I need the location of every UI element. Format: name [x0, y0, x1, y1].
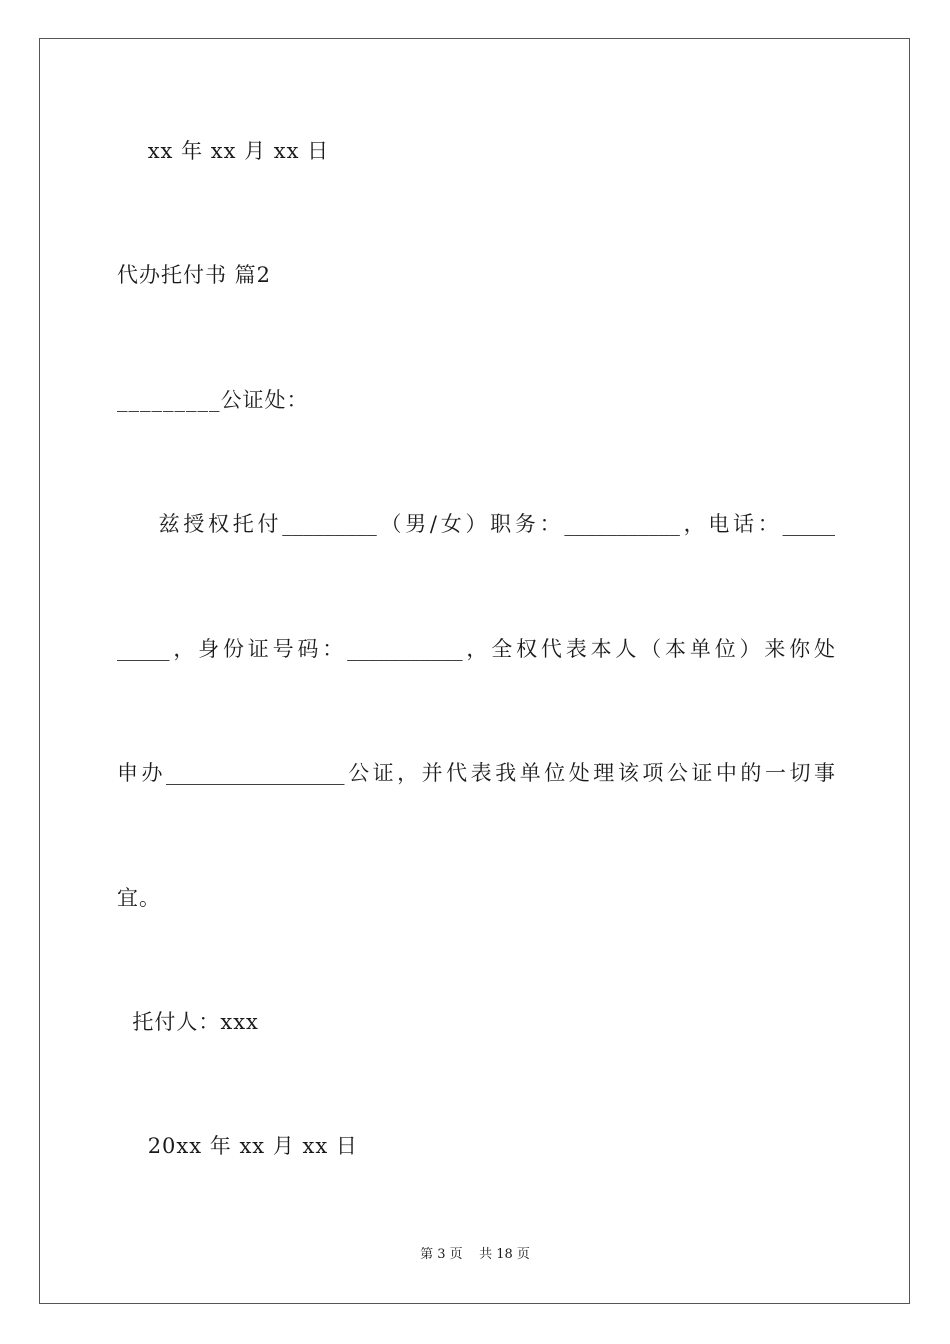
- body-paragraph-line-3: 申办_________________公证，并代表我单位处理该项公证中的一切事: [117, 761, 835, 785]
- section-title: 代办托付书 篇2: [117, 263, 272, 287]
- body-paragraph-line-2: _____，身份证号码：___________，全权代表本人（本单位）来你处: [117, 637, 835, 661]
- body-paragraph-line-1: 兹授权托付_________（男/女）职务：___________，电话：_____: [117, 512, 835, 536]
- body-paragraph-line-4: 宜。: [117, 886, 161, 910]
- signer-line: 托付人：xxx: [117, 1010, 259, 1034]
- date-line-bottom: 20xx 年 xx 月 xx 日: [117, 1134, 358, 1158]
- page-border: [39, 38, 910, 1304]
- addressee-line: _________公证处：: [117, 388, 309, 412]
- page-footer: 第 3 页 共 18 页: [420, 1247, 530, 1262]
- date-line-top: xx 年 xx 月 xx 日: [117, 139, 330, 163]
